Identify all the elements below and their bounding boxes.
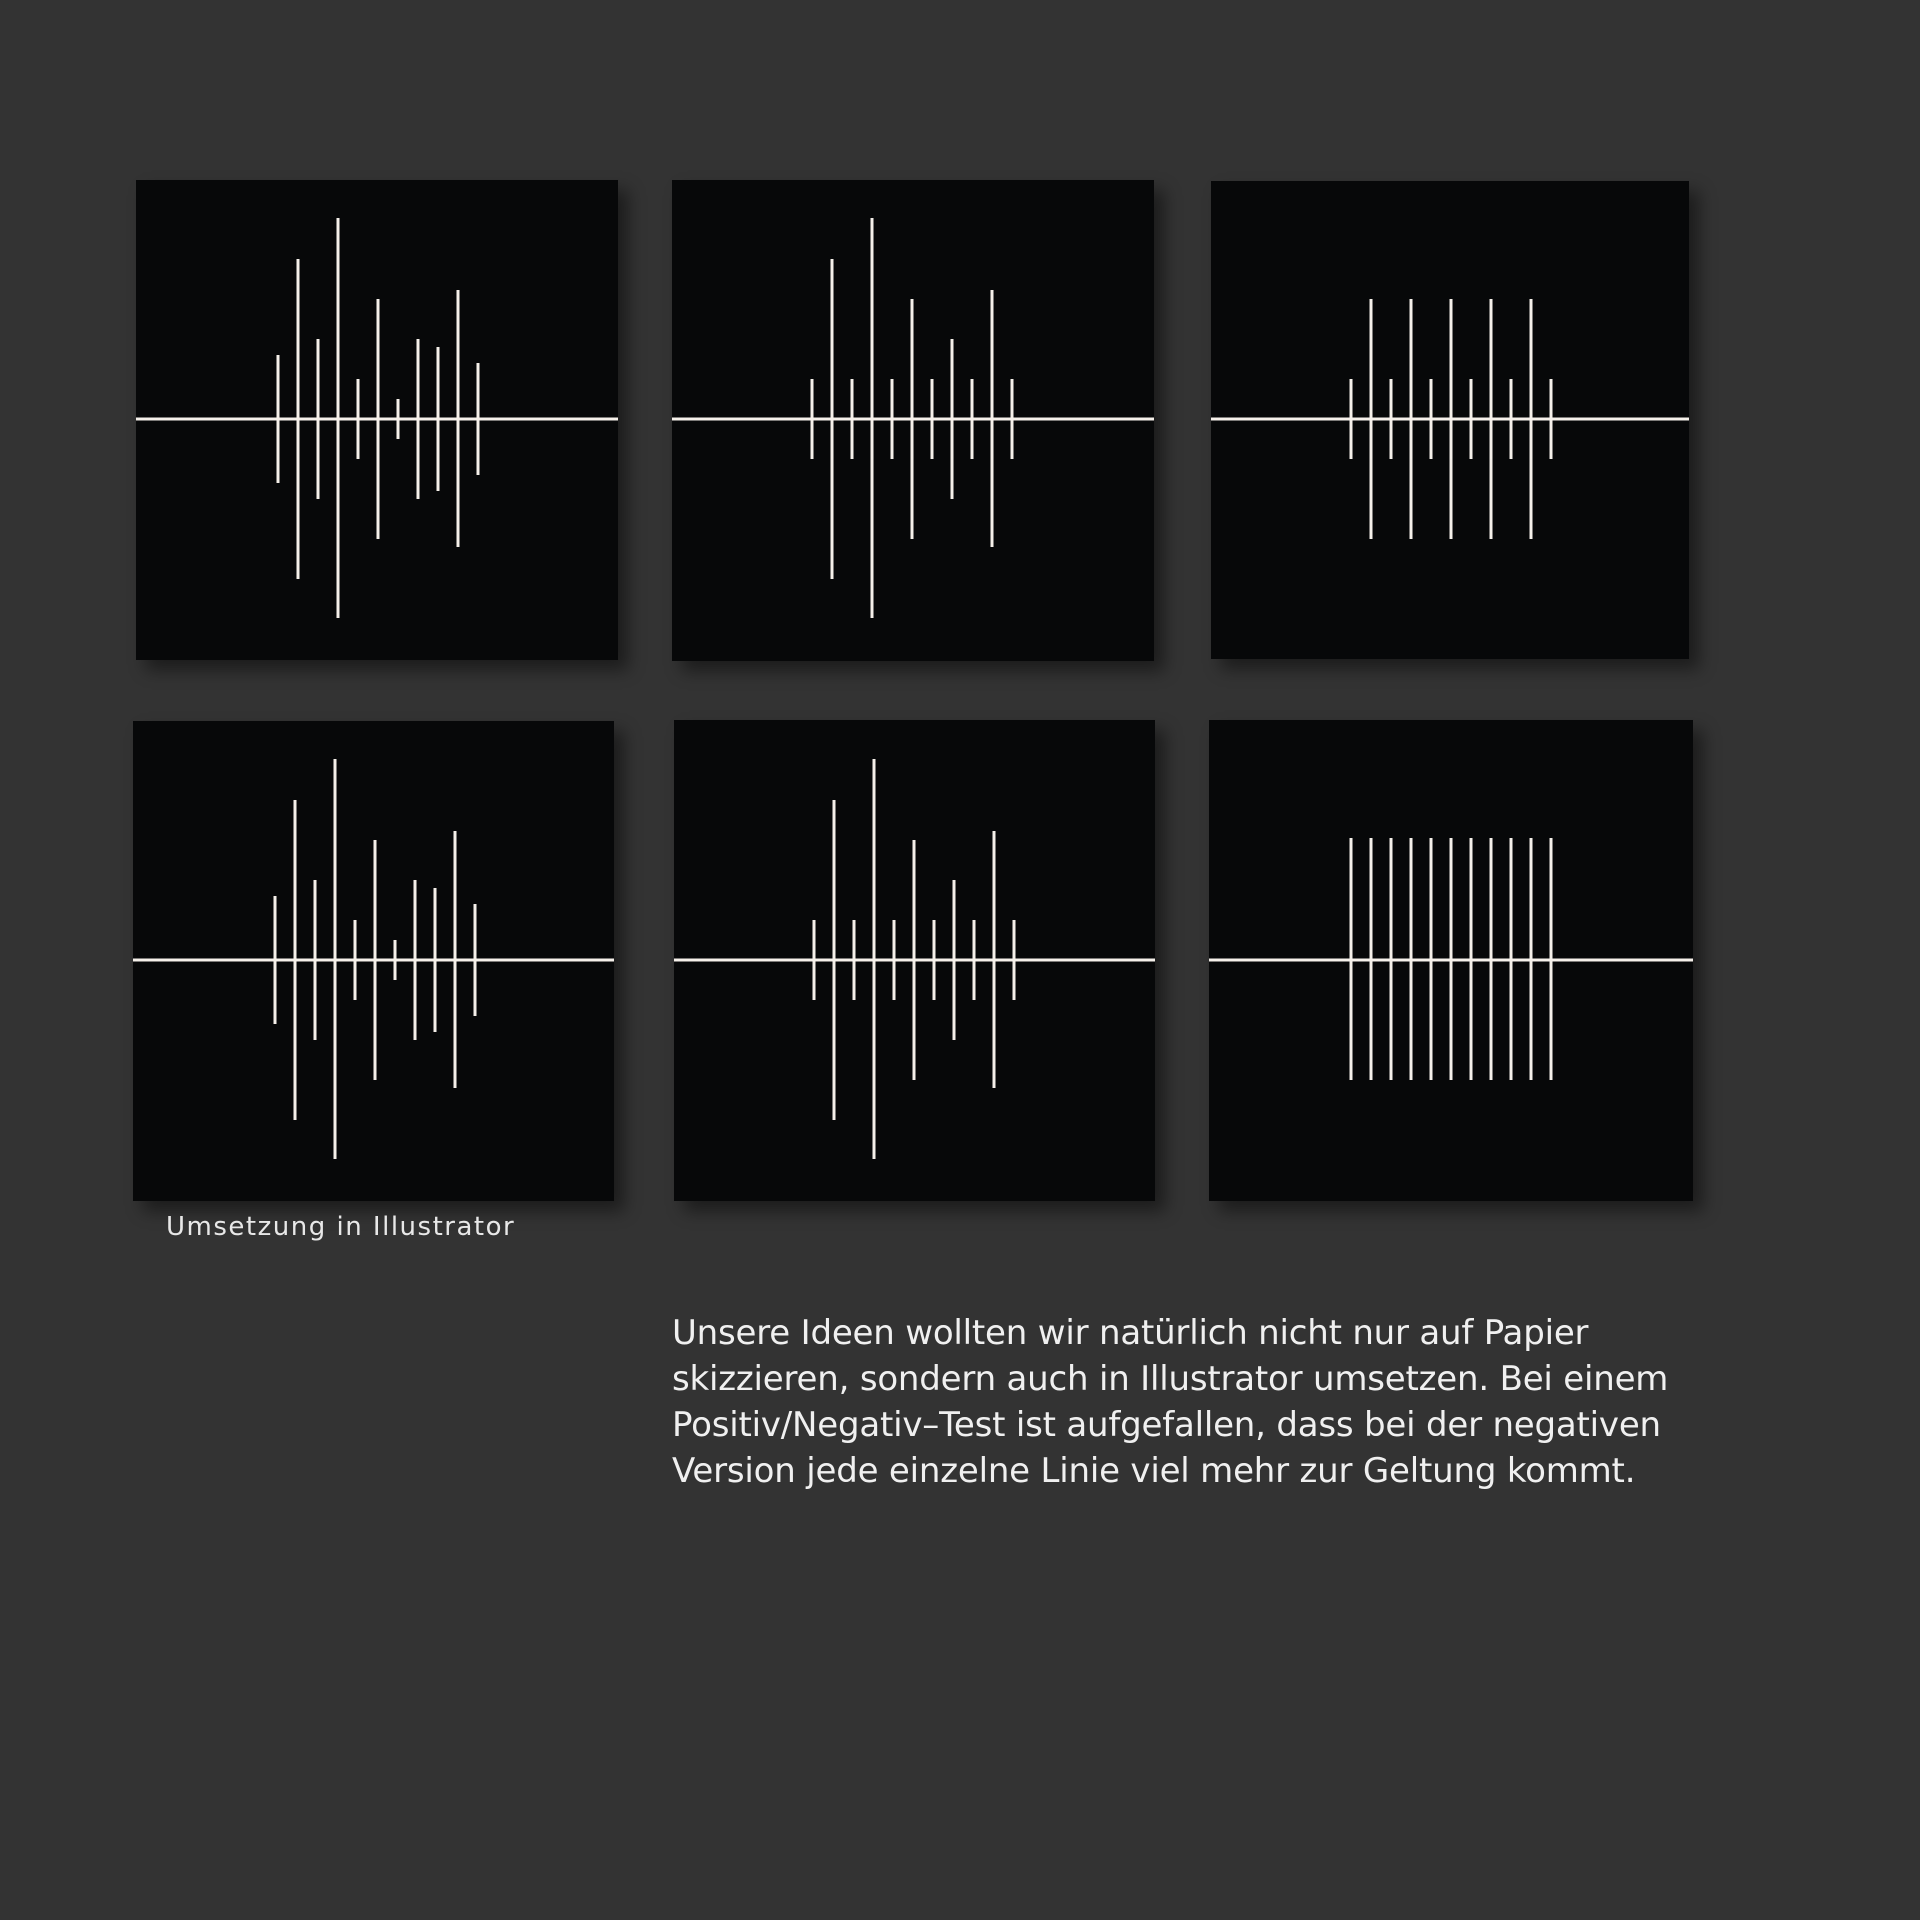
description-paragraph — [672, 1310, 1672, 1494]
tile-waveform-1-variant — [133, 721, 614, 1201]
waveform-graphic-3 — [133, 721, 614, 1201]
waveform-graphic-1 — [136, 180, 618, 660]
tile-waveform-2-variant — [674, 720, 1155, 1201]
waveform-graphic-2 — [672, 180, 1154, 661]
bars-comb-graphic — [1209, 720, 1693, 1201]
waveform-graphic-4 — [674, 720, 1155, 1201]
tile-waveform-1 — [136, 180, 618, 660]
bars-centered-graphic — [1211, 181, 1689, 659]
image-caption: Umsetzung in Illustrator — [166, 1212, 516, 1242]
tile-bars-centered — [1211, 181, 1689, 659]
description-line: Unsere Ideen wollten wir natürlich nicht nur auf Papier — [672, 1313, 1589, 1353]
description-line: Version jede einzelne Linie viel mehr zur Geltung kommt. — [672, 1451, 1636, 1491]
tile-waveform-2 — [672, 180, 1154, 661]
tile-bars-comb — [1209, 720, 1693, 1201]
description-line: skizzieren, sondern auch in Illustrator umsetzen. Bei einem — [672, 1359, 1669, 1399]
description-line: Positiv/Negativ–Test ist aufgefallen, dass bei der negativen — [672, 1405, 1661, 1445]
